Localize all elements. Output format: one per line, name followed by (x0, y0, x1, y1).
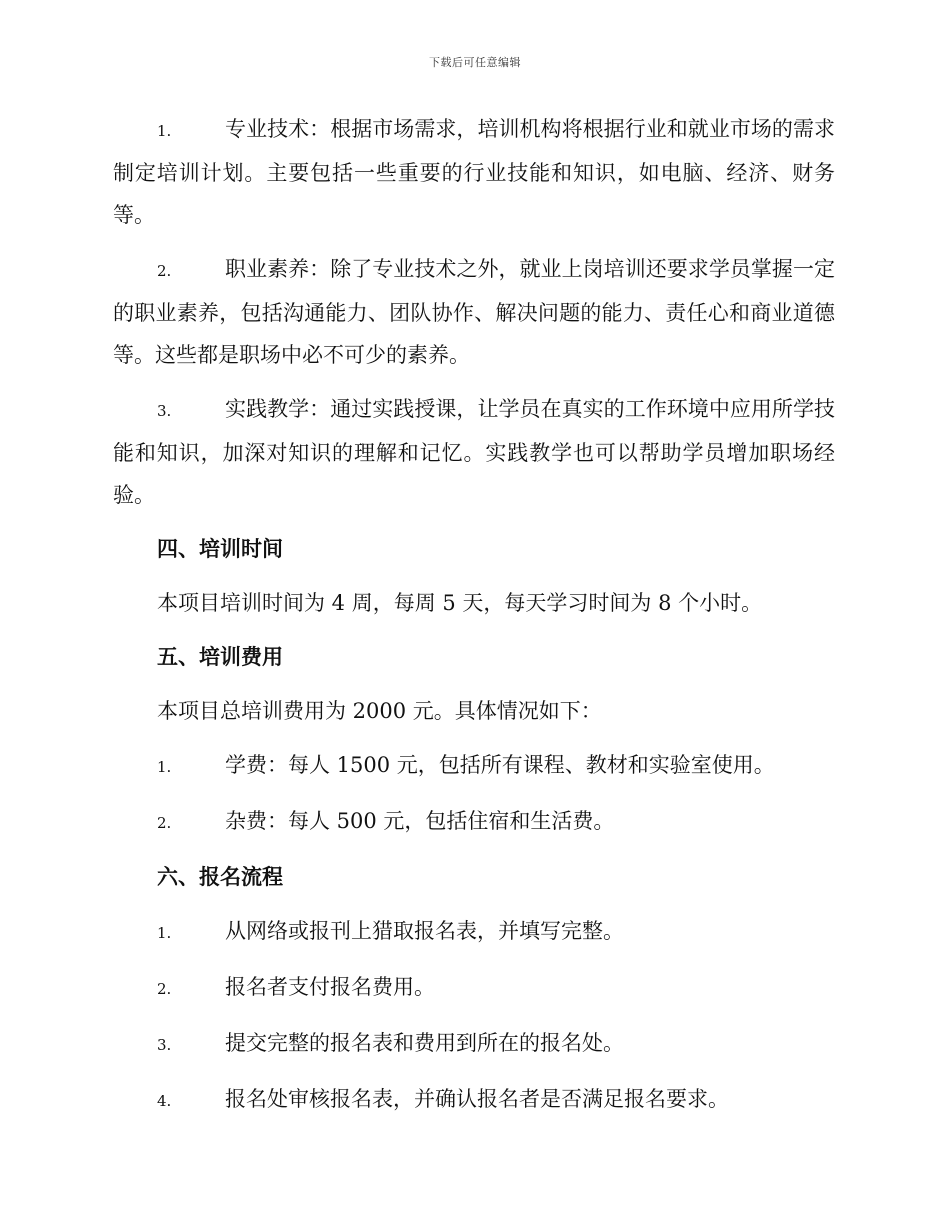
list-text: 报名处审核报名表，并确认报名者是否满足报名要求。 (225, 1087, 729, 1111)
list-number: 3. (157, 402, 172, 420)
document-body (113, 108, 835, 1134)
list-text: 专业技术：根据市场需求，培训机构将根据行业和就业市场的需求制定培训计划。主要包括一些重要的行业技能和知识，如电脑、经济、财务等。 (113, 117, 835, 227)
list-text: 实践教学：通过实践授课，让学员在真实的工作环境中应用所学技能和知识，加深对知识的理解和记忆。实践教学也可以帮助学员增加职场经验。 (113, 397, 835, 507)
list-number: 1. (157, 122, 172, 140)
list-number: 2. (157, 262, 172, 280)
section-heading-training-fee: 五、培训费用 (157, 645, 283, 669)
list-text: 职业素养：除了专业技术之外，就业上岗培训还要求学员掌握一定的职业素养，包括沟通能力、团队协作、解决问题的能力、责任心和商业道德等。这些都是职场中必不可少的素养。 (113, 257, 835, 367)
list-number: 4. (157, 1092, 172, 1110)
list-number: 2. (157, 980, 172, 998)
section-heading-registration: 六、报名流程 (157, 865, 283, 889)
list-item (113, 108, 835, 236)
list-item (157, 1078, 835, 1122)
list-text: 杂费：每人 500 元，包括住宿和生活费。 (225, 809, 615, 833)
list-text: 报名者支付报名费用。 (225, 975, 435, 999)
list-number: 1. (157, 758, 172, 776)
list-item (113, 388, 835, 516)
list-number: 1. (157, 924, 172, 942)
list-number: 2. (157, 814, 172, 832)
section-heading-training-time: 四、培训时间 (157, 537, 283, 561)
training-fee-text: 本项目总培训费用为 2000 元。具体情况如下： (157, 699, 602, 723)
list-item (157, 800, 835, 844)
list-number: 3. (157, 1036, 172, 1054)
list-item (157, 744, 835, 788)
list-item (157, 910, 835, 954)
list-text: 从网络或报刊上猎取报名表，并填写完整。 (225, 919, 624, 943)
training-time-text: 本项目培训时间为 4 周，每周 5 天，每天学习时间为 8 个小时。 (157, 591, 763, 615)
list-item (157, 966, 835, 1010)
list-item (113, 248, 835, 376)
list-text: 提交完整的报名表和费用到所在的报名处。 (225, 1031, 624, 1055)
page-header: 下载后可任意编辑 (429, 56, 521, 69)
list-text: 学费：每人 1500 元，包括所有课程、教材和实验室使用。 (225, 753, 775, 777)
list-item (157, 1022, 835, 1066)
